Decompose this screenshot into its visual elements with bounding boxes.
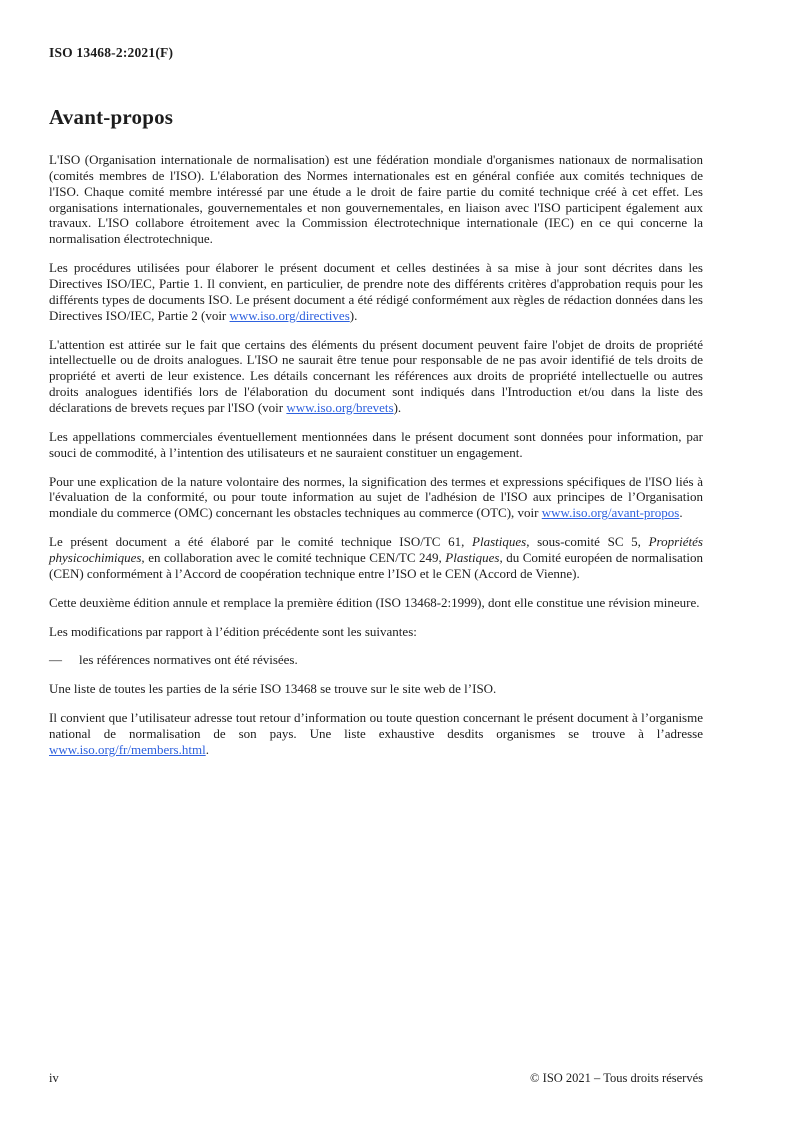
paragraph [49, 337, 703, 416]
paragraph [49, 429, 703, 461]
link-iso-avant-propos[interactable]: www.iso.org/avant-propos [541, 505, 680, 521]
paragraph [49, 624, 703, 640]
text-run: . [205, 741, 209, 757]
page-number: iv [49, 1071, 59, 1085]
text-run: Le présent document a été élaboré par le comité technique ISO/TC 61, [49, 534, 473, 550]
text-run: L'ISO (Organisation internationale de normalisation) est une fédération mondiale d'organismes nationaux de normalisation (comités membres de l'ISO). L'élaboration des Normes internationales est en général confiée aux comités techniques de l'ISO. Chaque comité membre intéressé par une étude a le droit de faire partie du comité technique créé à cet effet. Les organisations internationales, gouvernementales et non gouvernementales, en liaison avec l'ISO participent également aux travaux. L'ISO collabore étroitement avec la Commission électrotechnique internationale (IEC) en ce qui concerne la normalisation électrotechnique. [49, 152, 703, 247]
page-content [49, 45, 703, 771]
text-run: Les appellations commerciales éventuellement mentionnées dans le présent document sont données pour information, par souci de commodité, à l’intention des utilisateurs et ne sauraient constituer un engagement. [49, 428, 703, 460]
paragraph [49, 474, 703, 522]
text-run: Les procédures utilisées pour élaborer le présent document et celles destinées à sa mise à jour sont décrites dans les Directives ISO/IEC, Partie 1. Il convient, en particulier, de prendre note des différents critères d'approbation requis pour les différents types de documents ISO. Le présent document a été rédigé conformément aux règles de rédaction données dans les Directives ISO/IEC, Partie 2 (voir [49, 260, 703, 323]
page-title: Avant-propos [49, 105, 174, 129]
italic-text: Plastiques, [445, 550, 503, 566]
text-run: ). [393, 400, 402, 416]
text-run: les références normatives ont été révisées. [79, 652, 298, 668]
list-dash-icon: — [49, 652, 62, 668]
page-footer [49, 1071, 703, 1086]
italic-text: Plastiques [472, 534, 527, 550]
text-run: L'attention est attirée sur le fait que certains des éléments du présent document peuvent faire l'objet de droits de propriété intellectuelle ou de droits analogues. L'ISO ne saurait être tenue pour responsable de ne pas avoir identifié de tels droits de propriété et averti de leur existence. Les détails concernant les références aux droits de propriété intellectuelle ou autres droits analogues identifiés lors de l'élaboration du document sont indiqués dans l'Introduction et/ou dans la liste des déclarations de brevets reçues par l'ISO (voir [49, 336, 703, 416]
copyright-notice: © ISO 2021 – Tous droits réservés [530, 1071, 703, 1085]
link-iso-directives[interactable]: www.iso.org/directives [229, 307, 350, 323]
text-run: Il convient que l’utilisateur adresse tout retour d’information ou toute question concernant le présent document à l’organisme national de normalisation de son pays. Une liste exhaustive desdits organismes se trouve à l’adresse [49, 710, 703, 742]
text-run: Pour une explication de la nature volontaire des normes, la signification des termes et expressions spécifiques de l'ISO liés à l'évaluation de la conformité, ou pour toute information au sujet de l'adhésion de l'ISO aux principes de l’Organisation mondiale du commerce (OMC) concernant les obstacles techniques au commerce (OTC), voir [49, 473, 703, 521]
text-run: Cette deuxième édition annule et remplace la première édition (ISO 13468-2:1999), dont elle constitue une révision mineure. [49, 594, 700, 610]
paragraph [49, 534, 703, 582]
paragraph [49, 260, 703, 323]
text-run: Une liste de toutes les parties de la série ISO 13468 se trouve sur le site web de l’ISO. [49, 681, 497, 697]
paragraph-container [49, 152, 703, 758]
document-reference: ISO 13468-2:2021(F) [49, 45, 174, 60]
italic-text: Propriétés physicochimiques, [49, 534, 703, 566]
paragraph [49, 152, 703, 247]
text-run: du Comité européen de normalisation (CEN) conformément à l’Accord de coopération technique entre l’ISO et le CEN (Accord de Vienne). [49, 550, 703, 581]
list-item [49, 652, 703, 668]
link-iso-brevets[interactable]: www.iso.org/brevets [286, 400, 394, 416]
link-iso-members[interactable]: www.iso.org/fr/members.html [49, 741, 206, 757]
text-run: ). [349, 307, 358, 323]
text-run: , sous-comité SC 5, [526, 534, 649, 550]
paragraph [49, 681, 703, 697]
text-run: . [679, 505, 683, 521]
paragraph [49, 595, 703, 611]
paragraph [49, 710, 703, 758]
text-run: en collaboration avec le comité technique CEN/TC 249, [144, 550, 446, 566]
text-run: Les modifications par rapport à l’édition précédente sont les suivantes: [49, 623, 417, 639]
